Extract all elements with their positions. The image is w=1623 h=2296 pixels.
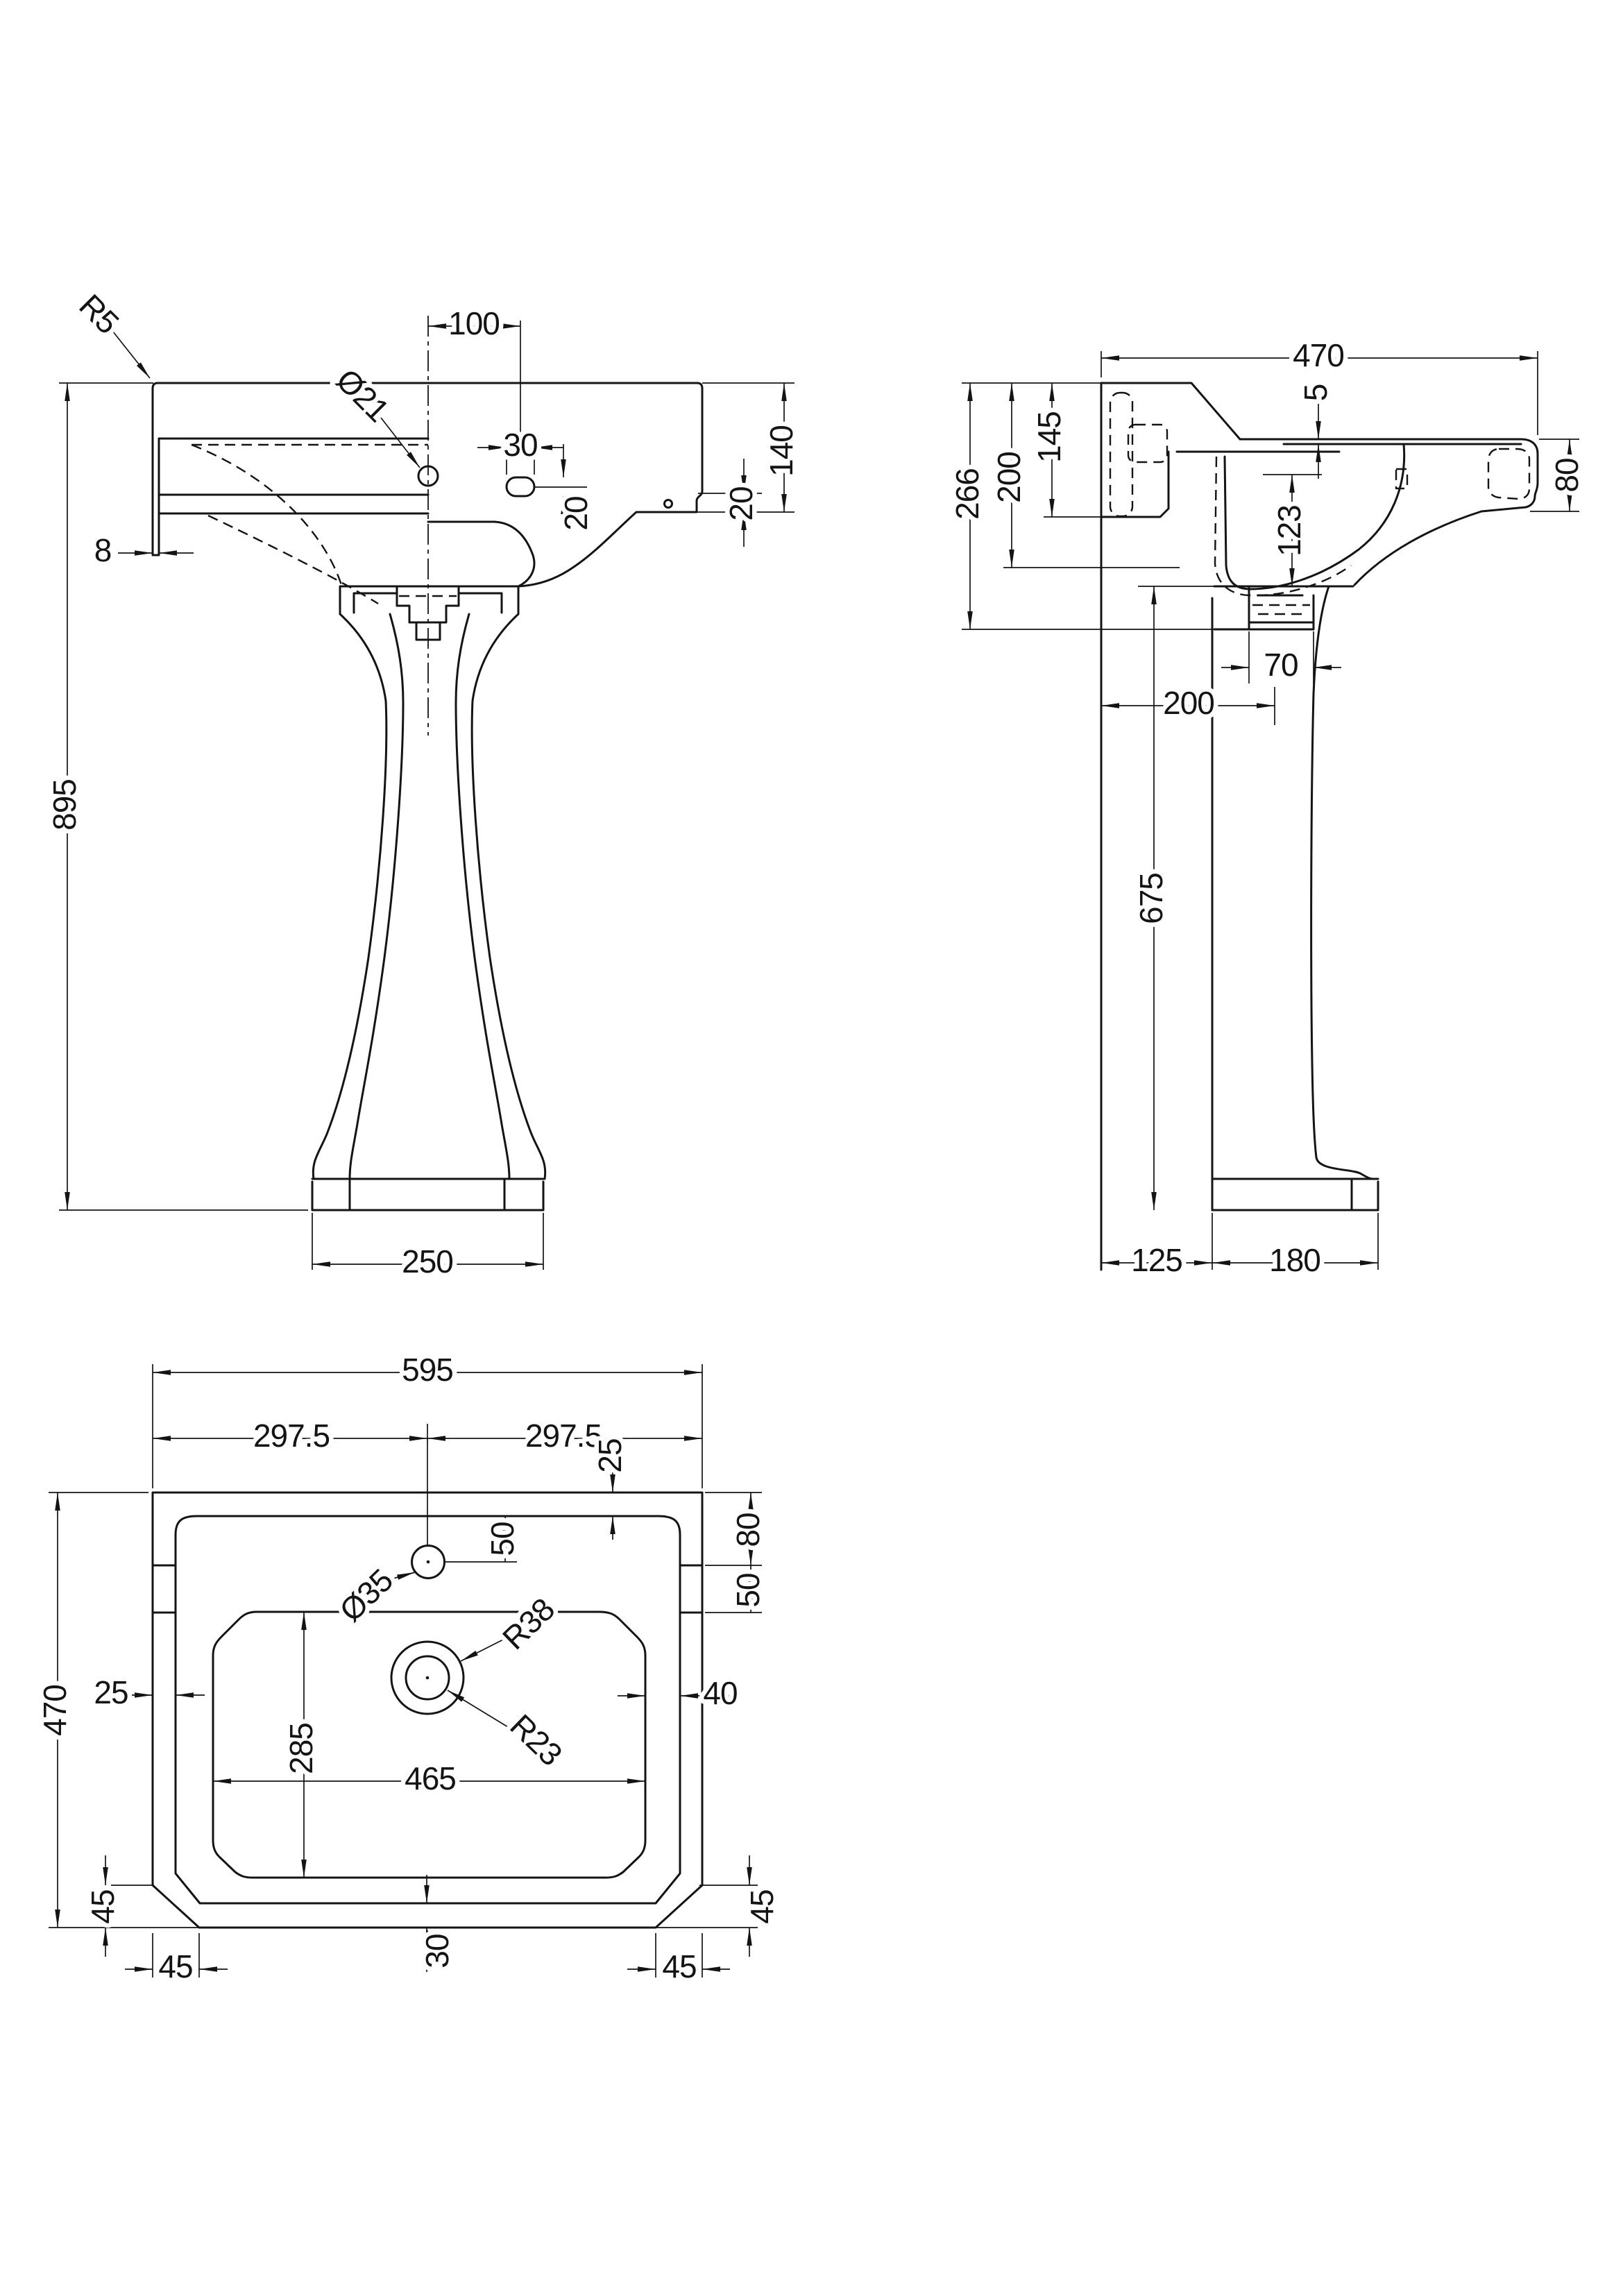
chain-hole (665, 500, 672, 508)
dim-plan-25-back: 25 (592, 1438, 629, 1473)
pedestal-base-front (312, 1179, 543, 1210)
dim-side-200v: 200 (991, 452, 1028, 503)
dim-plan-595: 595 (402, 1352, 453, 1388)
bowl-hidden-curve-1 (192, 445, 341, 585)
dim-plan-50: 50 (730, 1573, 767, 1608)
dim-side-470: 470 (1293, 337, 1344, 374)
waste-trap-side (1214, 586, 1314, 629)
pedestal-front-inner-lines (350, 614, 509, 1179)
pedestal-base-side (1212, 1179, 1378, 1210)
dim-plan-d35: Ø35 (332, 1562, 400, 1629)
dim-front-slot-20: 20 (558, 496, 595, 531)
dim-plan-297-left: 297.5 (253, 1418, 330, 1454)
front-view (46, 287, 799, 1279)
basin-front-left-edge (153, 383, 159, 555)
dim-side-145: 145 (1031, 411, 1068, 463)
dim-side-675: 675 (1133, 873, 1170, 924)
leader-r38 (461, 1638, 507, 1661)
waste-trap-side-hidden (1252, 605, 1310, 614)
dim-plan-tap-50: 50 (484, 1522, 521, 1556)
dim-plan-25-side: 25 (94, 1674, 128, 1711)
dim-plan-r38: R38 (495, 1591, 561, 1657)
waste-center (426, 1676, 430, 1680)
ext-left-dims (962, 383, 1213, 629)
leader-r23 (448, 1690, 511, 1729)
dim-plan-285: 285 (283, 1723, 320, 1774)
front-rim-hidden (1488, 449, 1529, 499)
dim-side-80: 80 (1549, 458, 1586, 493)
dim-front-895: 895 (46, 779, 83, 831)
fixing-lug-hidden (1128, 425, 1167, 462)
deck-section-lines (159, 439, 428, 513)
plan-outer-edge (153, 1493, 702, 1928)
dim-front-30: 30 (503, 427, 538, 464)
dim-front-250: 250 (402, 1243, 453, 1280)
dim-front-8: 8 (94, 532, 112, 569)
plan-view (37, 1352, 780, 1984)
tap-hole-center (427, 1561, 430, 1564)
ext-lines-895 (59, 383, 308, 1210)
dim-side-125: 125 (1131, 1242, 1182, 1279)
dim-plan-30: 30 (419, 1934, 456, 1968)
ext-45rv (652, 1885, 758, 1928)
leader-d21 (381, 418, 420, 468)
plan-inner-rim (176, 1516, 680, 1903)
dim-front-r5: R5 (72, 287, 126, 341)
dim-plan-45-left-v: 45 (85, 1889, 121, 1924)
dim-plan-45-left-h: 45 (158, 1948, 193, 1985)
dim-plan-45-right-h: 45 (662, 1948, 697, 1985)
dim-side-123: 123 (1271, 505, 1308, 556)
bowl-hidden-curve-2 (208, 516, 378, 604)
side-view (949, 337, 1585, 1278)
dim-front-100: 100 (448, 305, 500, 342)
dim-plan-r23: R23 (503, 1707, 570, 1773)
dim-plan-45-right-v: 45 (744, 1889, 781, 1924)
pedestal-front-outline (313, 586, 545, 1179)
apron-inner-edge (428, 522, 534, 586)
dim-front-step-20: 20 (723, 486, 760, 521)
dim-plan-297-right: 297.5 (525, 1418, 602, 1454)
dim-plan-80: 80 (730, 1513, 767, 1547)
dim-side-180: 180 (1269, 1242, 1320, 1279)
dim-side-5: 5 (1298, 384, 1334, 402)
dim-front-140: 140 (763, 425, 800, 477)
dim-side-266: 266 (949, 468, 986, 520)
plan-side-notches (153, 1565, 702, 1613)
bowl-section (1225, 444, 1404, 589)
leader-r5 (113, 332, 150, 378)
overflow-slot (507, 477, 534, 496)
dim-side-70: 70 (1264, 647, 1298, 683)
dim-plan-40-side: 40 (703, 1675, 738, 1712)
dim-plan-470: 470 (37, 1685, 74, 1736)
plan-bowl-edge (213, 1612, 645, 1878)
dim-plan-465: 465 (405, 1760, 456, 1797)
front-rim-section (1354, 439, 1538, 585)
dim-front-d21: Ø21 (329, 362, 396, 429)
dim-side-200h: 200 (1163, 685, 1214, 722)
